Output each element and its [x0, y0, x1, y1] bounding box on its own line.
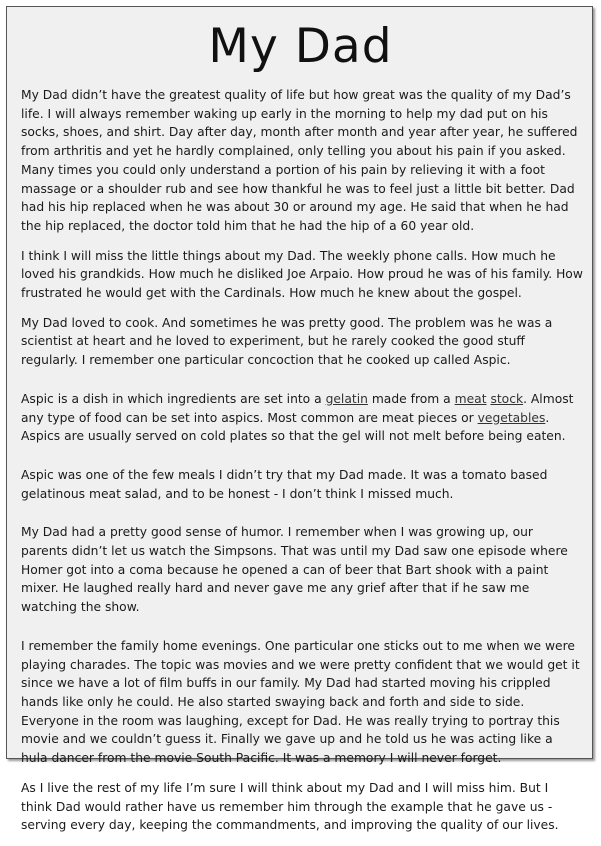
- gelatin-link[interactable]: gelatin: [325, 391, 368, 406]
- paragraph-closing: As I live the rest of my life I’m sure I will think about my Dad and I will miss him. But I think Dad would rather have us remember him through the example that he gave us - serving every day, keeping the commandments, and improving the quality of our lives.: [21, 780, 559, 833]
- paragraph-cooking: My Dad loved to cook. And sometimes he was pretty good. The problem was he was a scientist at heart and he loved to experiment, but he rarely cooked the good stuff regularly. I remember one particular concoction that he cooked up called Aspic.: [21, 315, 553, 368]
- document-body: [21, 86, 583, 846]
- meat-link[interactable]: meat: [454, 391, 487, 406]
- aspic-text-1: Aspic is a dish in which ingredients are set into a: [21, 391, 326, 406]
- vegetables-link[interactable]: vegetables: [477, 410, 546, 425]
- paragraph-little-things: I think I will miss the little things about my Dad. The weekly phone calls. How much he loved his grandkids. How much he disliked Joe Arpaio. How proud he was of his family. How frustrated he would get with the Cardinals. How much he knew about the gospel.: [21, 248, 583, 301]
- aspic-text-4: . Almost any type of food can be set into aspics. Most common are meat pieces or: [21, 391, 574, 425]
- document-title: My Dad: [208, 19, 393, 74]
- paragraph-charades: I remember the family home evenings. One particular one sticks out to me when we were playing charades. The topic was movies and we were pretty confident that we would get it since we have a lot of film buffs in our family. My Dad had started moving his crippled hands like only he could. He also started swaying back and forth and side to side. Everyone in the room was laughing, except for Dad. He was really trying to portray this movie and we couldn’t guess it. Finally we gave up and he told us he was acting like a hula dancer from the movie South Pacific. It was a memory I will never forget.: [21, 638, 580, 766]
- aspic-text-2: made from a: [367, 391, 455, 406]
- aspic-text-5: . Aspics are usually served on cold plates so that the gel will not melt before being eaten.: [21, 410, 566, 444]
- paragraph-aspic-definition: [21, 390, 583, 446]
- paragraph-aspic-memory: Aspic was one of the few meals I didn’t try that my Dad made. It was a tomato based gelatinous meat salad, and to be honest - I don’t think I missed much.: [21, 467, 548, 501]
- paragraph-humor: My Dad had a pretty good sense of humor. I remember when I was growing up, our parents didn’t let us watch the Simpsons. That was until my Dad saw one episode where Homer got into a coma because he opened a can of beer that Bart shook with a paint mixer. He laughed really hard and never gave me any grief after that if he saw me watching the show.: [21, 525, 568, 615]
- stock-link[interactable]: stock: [490, 391, 524, 406]
- paragraph-arthritis: My Dad didn’t have the greatest quality of life but how great was the quality of my Dad’s life. I will always remember waking up early in the morning to help my dad put on his socks, shoes, and shirt. Day after day, month after month and year after year, he suffered from arthritis and yet he hardly complained, only telling you about his pain if you asked. Many times you could only understand a portion of his pain by relieving it with a foot massage or a shoulder rub and see how thankful he was to feel just a little bit better. Dad had his hip replaced when he was about 30 or around my age. He said that when he had the hip replaced, the doctor told him that he had the hip of a 60 year old.: [21, 88, 578, 233]
- document-page: [6, 6, 593, 833]
